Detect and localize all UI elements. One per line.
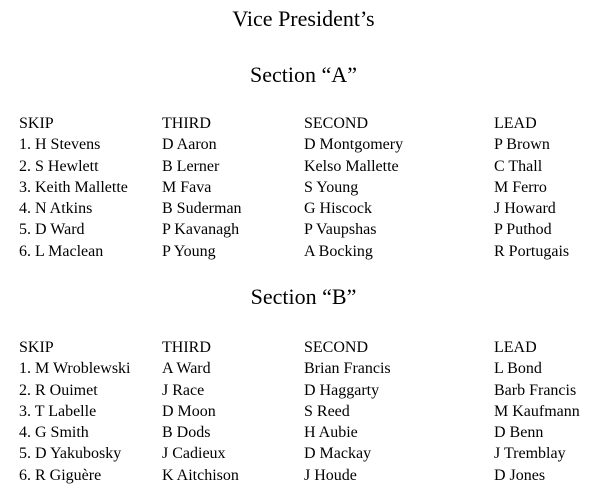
table-row — [19, 422, 607, 443]
column-header-second: SECOND — [304, 115, 369, 132]
section-b-header-row — [19, 337, 607, 358]
column-header-third: THIRD — [162, 115, 211, 132]
second-cell: Brian Francis — [304, 360, 391, 378]
second-cell: J Houde — [304, 466, 357, 484]
third-cell: J Race — [162, 381, 205, 399]
skip-cell: 2. R Ouimet — [19, 381, 98, 399]
skip-cell: 5. D Ward — [19, 221, 85, 239]
second-cell: S Reed — [304, 402, 350, 420]
third-cell: B Suderman — [162, 200, 242, 218]
third-cell: A Ward — [162, 360, 211, 378]
skip-cell: 6. L Maclean — [19, 242, 104, 260]
table-row — [19, 401, 607, 422]
lead-cell: M Kaufmann — [494, 402, 580, 420]
second-cell: Kelso Mallette — [304, 157, 399, 175]
table-row — [19, 380, 607, 401]
third-cell: K Aitchison — [162, 466, 239, 484]
table-row — [19, 198, 607, 219]
second-cell: D Haggarty — [304, 381, 380, 399]
second-cell: G Hiscock — [304, 200, 372, 218]
section-a-heading: Section “A” — [250, 62, 357, 87]
table-row — [19, 465, 607, 486]
lead-cell: P Brown — [494, 136, 550, 154]
document-title: Vice President’s — [232, 6, 375, 31]
table-row — [19, 177, 607, 198]
lead-cell: D Benn — [494, 424, 544, 442]
column-header-skip: SKIP — [19, 339, 54, 356]
skip-cell: 5. D Yakubosky — [19, 445, 122, 463]
skip-cell: 1. H Stevens — [19, 136, 101, 154]
lead-cell: C Thall — [494, 157, 543, 175]
table-row — [19, 241, 607, 262]
skip-cell: 3. Keith Mallette — [19, 178, 128, 196]
skip-cell: 1. M Wroblewski — [19, 360, 131, 378]
second-cell: H Aubie — [304, 424, 358, 442]
section-b-heading: Section “B” — [250, 284, 357, 309]
section-b-roster — [19, 337, 607, 486]
column-header-lead: LEAD — [494, 115, 537, 132]
second-cell: S Young — [304, 178, 359, 196]
table-row — [19, 443, 607, 464]
skip-cell: 2. S Hewlett — [19, 157, 99, 175]
third-cell: B Dods — [162, 424, 211, 442]
lead-cell: Barb Francis — [494, 381, 577, 399]
table-row — [19, 358, 607, 379]
third-cell: P Kavanagh — [162, 221, 240, 239]
lead-cell: J Howard — [494, 200, 556, 218]
third-cell: J Cadieux — [162, 445, 226, 463]
lead-cell: L Bond — [494, 360, 542, 378]
second-cell: P Vaupshas — [304, 221, 377, 239]
second-cell: D Mackay — [304, 445, 372, 463]
table-row — [19, 156, 607, 177]
third-cell: D Moon — [162, 402, 216, 420]
table-row — [19, 134, 607, 155]
second-cell: D Montgomery — [304, 136, 404, 154]
table-row — [19, 219, 607, 240]
column-header-skip: SKIP — [19, 115, 54, 132]
skip-cell: 4. N Atkins — [19, 200, 93, 218]
second-cell: A Bocking — [304, 242, 373, 260]
skip-cell: 4. G Smith — [19, 424, 89, 442]
column-header-second: SECOND — [304, 339, 369, 356]
column-header-third: THIRD — [162, 339, 211, 356]
third-cell: M Fava — [162, 178, 212, 196]
column-header-lead: LEAD — [494, 339, 537, 356]
lead-cell: J Tremblay — [494, 445, 566, 463]
section-a-roster — [19, 113, 607, 262]
third-cell: P Young — [162, 242, 216, 260]
lead-cell: P Puthod — [494, 221, 552, 239]
third-cell: B Lerner — [162, 157, 220, 175]
third-cell: D Aaron — [162, 136, 217, 154]
lead-cell: D Jones — [494, 466, 546, 484]
skip-cell: 6. R Giguère — [19, 466, 102, 484]
lead-cell: M Ferro — [494, 178, 547, 196]
lead-cell: R Portugais — [494, 242, 570, 260]
section-a-header-row — [19, 113, 607, 134]
skip-cell: 3. T Labelle — [19, 402, 97, 420]
